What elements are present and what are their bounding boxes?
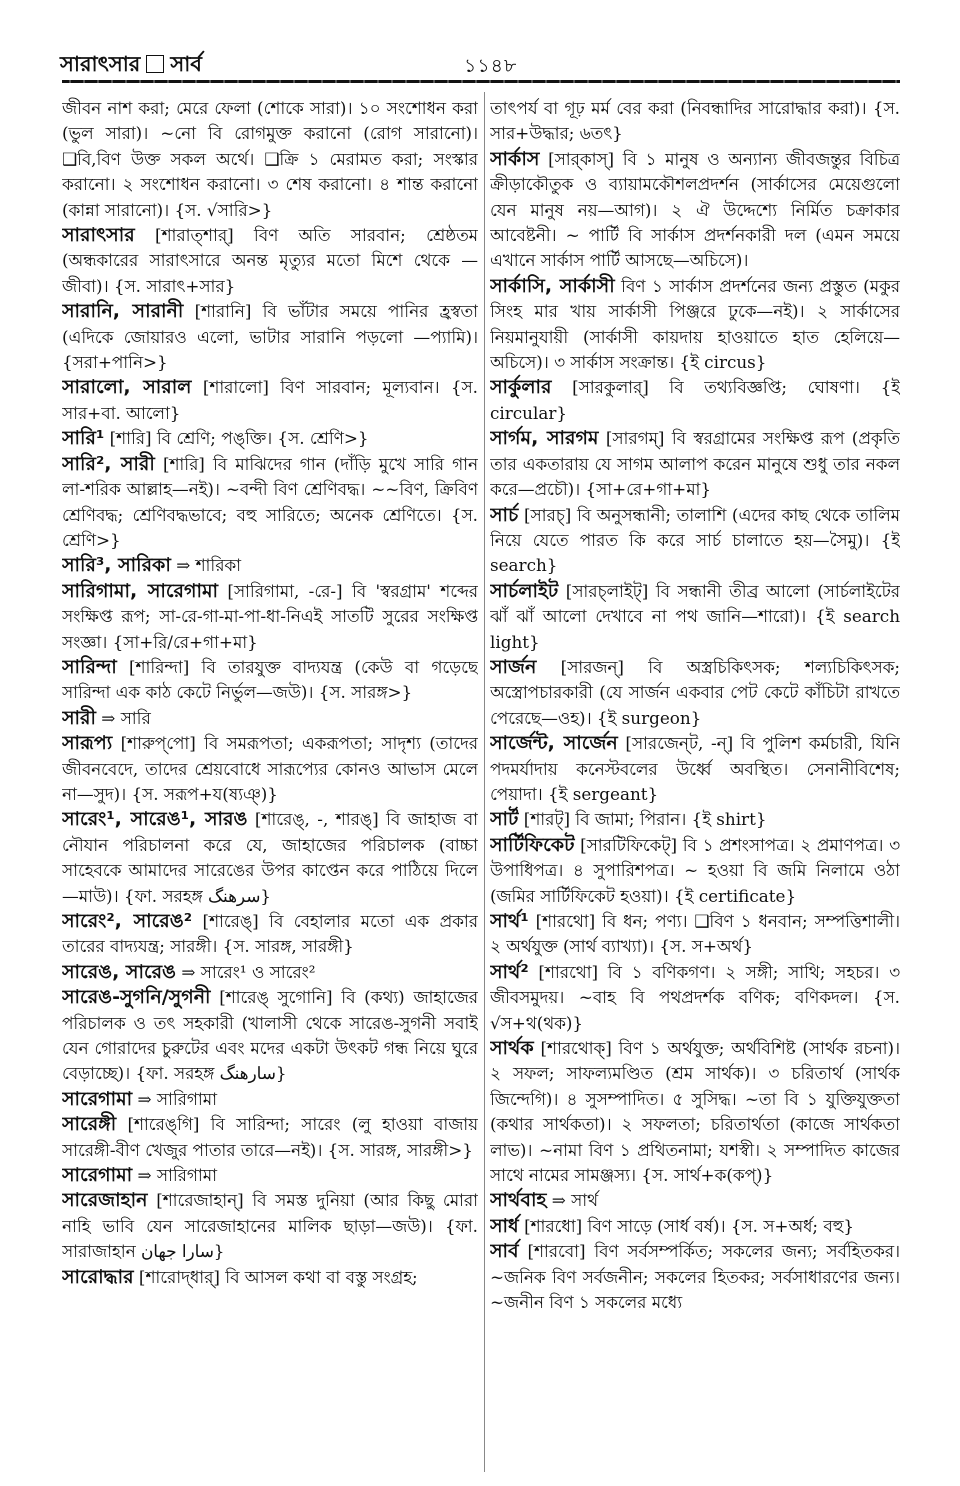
entry-definition: ⇒ সারিগামা [137,1088,217,1109]
dictionary-entry [62,426,478,451]
entry-definition: ⇒ শারিকা [176,555,242,576]
dictionary-entry [490,375,900,426]
entry-headword: সার্কাস [490,147,540,170]
entry-definition: [শারুপ্‌পো] বি সমরূপতা; একরূপতা; সাদৃশ্য (তাদের জীবনবেদে, তাদের শ্রেয়বোধে সারূপ্যের কোনও আভাস মেলে না—সুদ)। {স. সরূপ+য(ষ্যঞ্)} [62,733,478,804]
dictionary-entry [62,706,478,731]
dictionary-entry [490,807,900,832]
entry-headword: সারেগামা [62,1087,133,1110]
entry-headword: সারোদ্ধার [62,1265,134,1288]
entry-headword: সার্ব [490,1240,519,1263]
entry-headword: সারেং¹, সারেঙ¹, সারঙ [62,808,248,831]
entry-definition: [শারোদ্‌ধার্‌] বি আসল কথা বা বস্তু সংগ্রহ; [138,1266,418,1287]
header-rule [62,80,900,83]
dictionary-entry [62,553,478,578]
dictionary-entry [62,579,478,655]
entry-headword: সার্জন [490,655,537,678]
entry-headword: সারেং², সারেঙ² [62,910,193,932]
entry-definition: ⇒ সারিগামা [137,1165,217,1186]
dictionary-entry [490,655,900,731]
entry-headword: সারিন্দা [62,655,117,678]
dictionary-entry [62,807,478,909]
entry-headword: সার্কাসি, সার্কাসী [490,274,615,297]
column-divider [484,92,485,1472]
entry-headword: সার্টিফিকেট [490,833,575,856]
guide-word-first: সারাৎসার [60,52,141,76]
entry-definition: তাৎপর্য বা গূঢ় মর্ম বের করা (নিবন্ধাদির সারোদ্ধার করা)। {স. সার+উদ্ধার; ৬তৎ} [490,98,900,144]
entry-definition: বিণ ১ সার্কাস প্রদর্শনের জন্য প্রস্তুত (মকুর সিংহ মার খায় সার্কাসী পিঞ্জরে ঢুকে—নই)। ২ সার্কাসের নিয়মানুযায়ী (সার্কাসী কায়দায় হাওয়াতে হাত হেলিয়ে—অচিসে)। ৩ সার্কাস সংক্রান্ত। {ই circus} [490,275,900,373]
entry-headword: সার্কুলার [490,376,552,399]
entry-headword: সারি², সারী [62,452,155,475]
dictionary-entry [490,579,900,655]
dictionary-entry [490,1036,900,1188]
entry-definition: [শারথো] বি ১ বণিকগণ। ২ সঙ্গী; সাথি; সহচর। ৩ জীবসমুদয়। ~বাহ বি পথপ্রদর্শক বণিক; বণিকদল। {স. √স+থ(থক)} [490,961,900,1033]
entry-definition: [শারবো] বিণ সর্বসম্পর্কিত; সকলের জন্য; সর্বহিতকর। ~জনিক বিণ সর্বজনীন; সকলের হিতকর; সর্বসাধারণের জন্য। ~জনীন বিণ ১ সকলের মধ্যে [490,1241,900,1313]
entry-definition: [সারচ্‌লাইট্‌] বি সন্ধানী তীব্র আলো (সার্চলাইটের ঝাঁ ঝাঁ আলো দেখাবে না পথ জানি—শারো)। {ই search light} [490,580,900,652]
dictionary-entry [490,426,900,502]
entry-definition: [শারেঙ্‌, -, শারঙ্‌] বি জাহাজ বা নৌযান পরিচালনা করে যে, জাহাজের পরিচালক (বাচ্চা সাহেবকে আমাদের সারেঙের উপর কাপ্তেন করে পাঠিয়ে দিলে—মাউ)। {ফা. সরহঙ্গ سرهنگ} [62,809,478,906]
dictionary-entry [490,96,900,147]
dictionary-entry [62,1087,478,1112]
entry-headword: সারিগামা, সারেগামা [62,579,219,602]
entry-headword: সার্জেন্ট, সার্জেন [490,732,618,755]
entry-definition: [শারানি] বি ভাঁটার সময়ে পানির হ্রস্বতা (এদিকে জোয়ারও এলো, ভাটার সারানি পড়লো —প্যামি)। {সরা+পানি>} [62,301,478,373]
dictionary-entry [490,1214,900,1239]
entry-definition: [শারাত্‌শার্‌] বিণ অতি সারবান; শ্রেষ্ঠতম (অন্ধকারের সারাৎসারে অনন্ত মৃত্যুর মতো মিশে থেকে —জীবা)। {স. সারাৎ+সার} [62,225,478,296]
entry-definition: [সারিগামা, -রে-] বি 'স্বরগ্রাম' শব্দের সংক্ষিপ্ত রূপ; সা-রে-গা-মা-পা-ধা-নিএই সাতটি সুরের সংক্ষিপ্ত সংজ্ঞা। {সা+রি/রে+গা+মা} [62,580,478,652]
entry-headword: সারেগামা [62,1164,133,1187]
entry-headword: সার্ধ [490,1214,519,1237]
entry-headword: সারেঙ-সুগনি/সুগনী [62,986,211,1009]
entry-headword: সার্থ¹ [490,910,529,932]
dictionary-entry [490,960,900,1036]
entry-headword: সারানি, সারানী [62,300,184,323]
entry-headword: সার্ট [490,808,519,831]
entry-headword: সার্থ² [490,960,529,983]
entry-headword: সারূপ্য [62,732,113,755]
entry-definition: ⇒ সার্থ [551,1190,598,1211]
entry-definition: [শারথো] বি ধন; পণ্য। ❑বিণ ১ ধনবান; সম্পত্তিশালী। ২ অর্থযুক্ত (সার্থ ব্যাখ্যা)। {স. স+অর্থ} [490,911,900,957]
entry-headword: সার্থবাহ [490,1189,547,1212]
right-column [490,96,900,1481]
dictionary-entry [62,452,478,554]
entry-headword: সারি¹ [62,427,105,450]
dictionary-entry [490,1188,900,1213]
entry-headword: সারি³, সারিকা [62,554,171,577]
entry-definition: [সার্‌কাস্‌] বি ১ মানুষ ও অন্যান্য জীবজন্তুর বিচিত্র ক্রীড়াকৌতুক ও ব্যায়ামকৌশলপ্রদর্শন (সার্কাসের মেয়েগুলো যেন মানুষ নয়—আগ)। ২ ঐ উদ্দেশ্যে নির্মিত চক্রাকার আবেষ্টনী। ~ পার্টি বি সার্কাস প্রদর্শনকারী দল (এমন সময়ে এখানে সার্কাস পার্টি আসছে—অচিসে)। [490,148,900,271]
entry-headword: সারালো, সারাল [62,376,192,399]
entry-definition: [শারেঙ্‌] বি বেহালার মতো এক প্রকার তারের বাদ্যযন্ত্র; সারঙ্গী। {স. সারঙ্গ, সারঙ্গী} [62,911,478,957]
dictionary-entry [490,274,900,376]
entry-definition: [সারচ্‌] বি অনুসন্ধানী; তালাশি (এদের কাছ থেকে তালিম নিয়ে যেতে পারত কি করে সার্চ চালাতে হয়—সৈমু)। {ই search} [490,504,900,576]
dictionary-entry [490,503,900,579]
dictionary-entry [62,1112,478,1163]
entry-definition: [শারি] বি মাঝিদের গান (দাঁড়ি মুখে সারি গান লা-শরিক আল্লাহ—নই)। ~বন্দী বিণ শ্রেণিবদ্ধ। ~~বিণ, ক্রিবিণ শ্রেণিবদ্ধ; শ্রেণিবদ্ধভাবে; বহু সারিতে; অনেক শ্রেণিতে। {স. শ্রেণি>} [62,453,478,550]
entry-definition: জীবন নাশ করা; মেরে ফেলা (শোকে সারা)। ১০ সংশোধন করা (ভুল সারা)। ~নো বি রোগমুক্ত করানো (রোগ সারানো)। ❑বি,বিণ উক্ত সকল অর্থে। ❑ক্রি ১ মেরামত করা; সংস্কার করানো। ২ সংশোধন করানো। ৩ শেষ করানো। ৪ শান্ত করানো (কান্না সারানো)। {স. √সারি>} [62,98,478,220]
entry-headword: সারাৎসার [62,224,135,247]
entry-definition: [শারেঙ্‌ সুগোনি] বি (কথ্য) জাহাজের পরিচালক ও তৎ সহকারী (খালাসী থেকে সারেঙ-সুগনী সবাই যেন গোরাদের চুরুটের এবং মদের একটা উৎকট গন্ধ নিয়ে ঘুরে বেড়াচ্ছে)। {ফা. সরহঙ্গ سارهنگ} [62,987,478,1084]
dictionary-entry [490,731,900,807]
page-header [60,44,900,77]
guide-word-last: সার্ব [170,52,202,76]
entry-definition: [শারেঙ্‌গি] বি সারিন্দা; সারেং (লু হাওয়া বাজায় সারেঙ্গী-বীণ খেজুর পাতার তারে—নই)। {স. সারঙ্গ, সারঙ্গী>} [62,1114,478,1160]
dictionary-entry [490,147,900,274]
dictionary-entry [490,909,900,960]
entry-definition: [শারধো] বিণ সাড়ে (সার্ধ বর্ষ)। {স. স+অর্ধ; বহু} [524,1215,855,1236]
entry-definition: [সারজেন্‌ট, -ন্‌] বি পুলিশ কর্মচারী, যিনি পদমর্যাদায় কনেস্টবলের উর্ধ্বে অবস্থিত। সেনানীবিশেষ; পেয়াদা। {ই sergeant} [490,733,900,804]
entry-definition: [শারিন্দা] বি তারযুক্ত বাদ্যযন্ত্র (কেউ বা গড়েছে সারিন্দা এক কাঠ কেটে নির্ভুল—জউ)। {স. সারঙ্গ>} [62,656,478,703]
entry-definition: [শারেজাহান্‌] বি সমস্ত দুনিয়া (আর কিছু মোরা নাহি ভাবি যেন সারেজাহানের মালিক ছাড়া—জউ)। {ফা. সারাজাহান سارا جهان} [62,1190,478,1262]
entry-headword: সার্থক [490,1037,534,1060]
entry-headword: সারেঙ্গী [62,1113,117,1136]
guide-words [60,48,202,83]
dictionary-entry [62,655,478,706]
entry-definition: [সারগম্‌] বি স্বরগ্রামের সংক্ষিপ্ত রূপ (প্রকৃতি তার একতারায় যে সাগম আলাপ করেন মানুষে শুধু তার নকল করে—প্রচৌ)। {সা+রে+গা+মা} [490,428,900,500]
separator-box-icon [146,55,164,73]
dictionary-entry [62,909,478,960]
entry-definition: [সারকুলার্‌] বি তথ্যবিজ্ঞপ্তি; ঘোষণা। {ই circular} [490,377,900,423]
dictionary-entry [62,375,478,426]
dictionary-entry [62,1188,478,1264]
entry-definition: [শারথোক্‌] বিণ ১ অর্থযুক্ত; অর্থবিশিষ্ট (সার্থক রচনা)। ২ সফল; সাফল্যমণ্ডিত (শ্রম সার্থক)। ৩ চরিতার্থ (সার্থক জিন্দেগি)। ৪ সুসম্পাদিত। ৫ সুসিদ্ধ। ~তা বি ১ যুক্তিযুক্ততা (কথার সার্থকতা)। ২ সফলতা; চরিতার্থতা (কাজে সার্থকতা লাভ)। ~নামা বিণ ১ প্রথিতনামা; যশস্বী। ২ সম্পাদিত কাজের সাথে নামের সামঞ্জস্য। {স. সার্থ+ক(কপ্‌)} [490,1038,900,1186]
entry-headword: সারেঙ, সারেঙ [62,960,176,983]
entry-headword: সারেজাহান [62,1189,148,1212]
dictionary-entry [62,960,478,985]
dictionary-entry [62,223,478,299]
dictionary-entry [62,1163,478,1188]
dictionary-entry [490,1239,900,1315]
dictionary-entry [490,833,900,909]
entry-headword: সারী [62,706,96,729]
entry-definition: [সারটিফিকেট্‌] বি ১ প্রশংসাপত্র। ২ প্রমাণপত্র। ৩ উপাধিপত্র। ৪ সুপারিশপত্র। ~ হওয়া বি জমি নিলামে ওঠা (জমির সার্টিফিকেট হওয়া)। {ই certificate} [490,834,900,906]
entry-definition: ⇒ সারি [101,707,151,728]
dictionary-entry [62,731,478,807]
dictionary-entry [62,96,478,223]
entry-definition: [শারট্‌] বি জামা; পিরান। {ই shirt} [523,809,767,830]
entry-headword: সার্চ [490,503,519,526]
entry-definition: [শারি] বি শ্রেণি; পঙ্‌ক্তি। {স. শ্রেণি>} [109,428,369,449]
dictionary-entry [62,1265,478,1290]
left-column [62,96,478,1481]
dictionary-entry [62,985,478,1087]
entry-headword: সার্চলাইট [490,579,559,602]
entry-definition: ⇒ সারেং¹ ও সারেং² [181,961,316,982]
entry-headword: সার্গম, সারগম [490,427,599,450]
entry-definition: [শারালো] বিণ সারবান; মূল্যবান। {স. সার+বা. আলো} [62,377,478,423]
entry-definition: [সারজন্‌] বি অস্ত্রচিকিৎসক; শল্যচিকিৎসক; অস্ত্রোপচারকারী (যে সার্জন একবার পেট কেটে কাঁচিটা রাখতে পেরেছে—ওহ)। {ই surgeon} [490,656,900,728]
page-number: ১১৪৮ [464,55,518,77]
dictionary-entry [62,299,478,375]
